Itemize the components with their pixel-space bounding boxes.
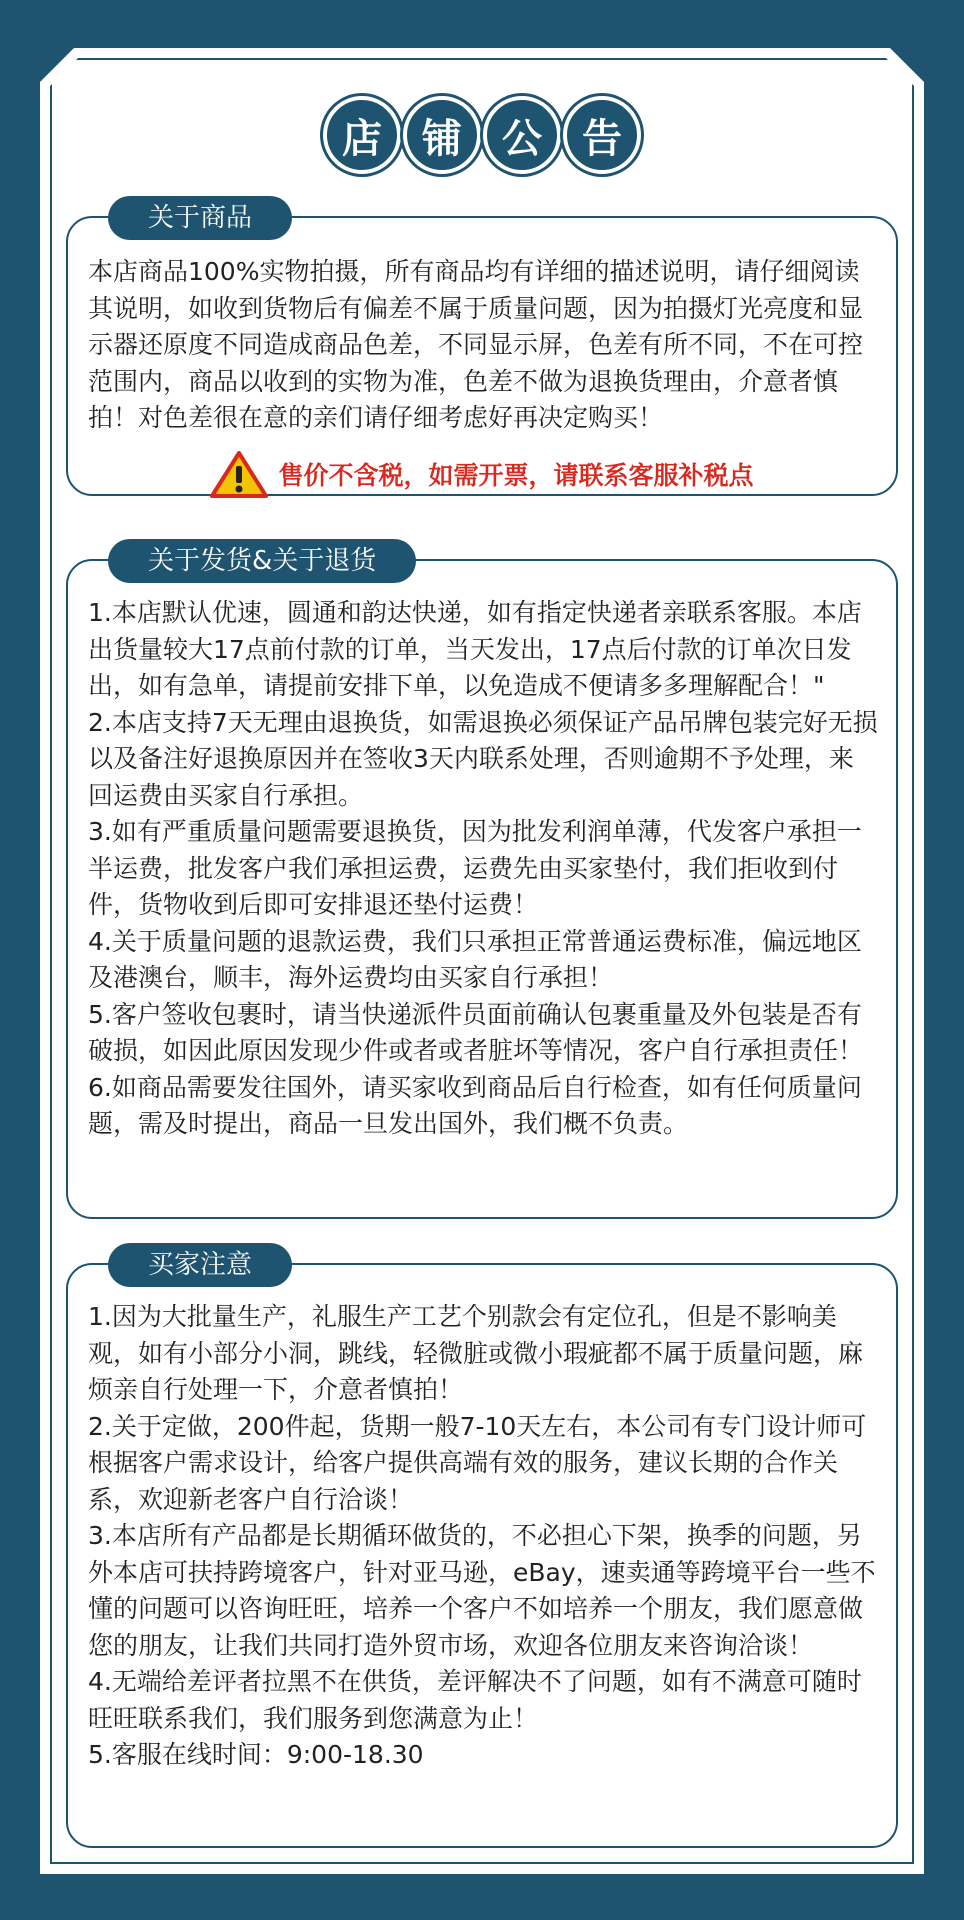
list-item: 3.本店所有产品都是长期循环做货的，不必担心下架，换季的问题，另外本店可扶持跨境客户，针对亚马逊，eBay，速卖通等跨境平台一些不懂的问题可以咨询旺旺，培养一个客户不如培养一个朋友，我们愿意做您的朋友，让我们共同打造外贸市场，欢迎各位朋友来咨询洽谈！: [88, 1521, 876, 1660]
list-item: 3.如有严重质量问题需要退换货，因为批发利润单薄，代发客户承担一半运费，批发客户我们承担运费，运费先由买家垫付，我们拒收到付件，货物收到后即可安排退还垫付运费！: [88, 817, 862, 919]
section-buyer-notice: [66, 1250, 898, 1848]
page-title: [0, 96, 964, 174]
section-text: [88, 1299, 878, 1774]
section-tab: 关于商品: [108, 196, 292, 240]
section-tab: 关于发货&关于退货: [108, 539, 416, 583]
list-item: 4.关于质量问题的退款运费，我们只承担正常普通运费标准，偏远地区及港澳台，顺丰，海外运费均由买家自行承担！: [88, 926, 862, 992]
title-char: 铺: [403, 96, 481, 174]
title-char: 店: [323, 96, 401, 174]
tax-warning: [68, 450, 896, 498]
list-item: 6.如商品需要发往国外，请买家收到商品后自行检查，如有任何质量问题，需及时提出，商品一旦发出国外，我们概不负责。: [88, 1072, 862, 1138]
section-tab: 买家注意: [108, 1243, 292, 1287]
title-char: 告: [563, 96, 641, 174]
warning-text: 售价不含税，如需开票，请联系客服补税点: [278, 461, 754, 490]
list-item: 5.客服在线时间：9:00-18.30: [88, 1740, 424, 1769]
list-item: 4.无端给差评者拉黑不在供货，差评解决不了问题，如有不满意可随时旺旺联系我们，我们服务到您满意为止！: [88, 1667, 862, 1733]
section-text: [88, 595, 878, 1143]
paragraph: 本店商品100%实物拍摄，所有商品均有详细的描述说明，请仔细阅读其说明，如收到货物后有偏差不属于质量问题，因为拍摄灯光亮度和显示器还原度不同造成商品色差，不同显示屏，色差有所不同，不在可控范围内，商品以收到的实物为准，色差不做为退换货理由，介意者慎拍！对色差很在意的亲们请仔细考虑好再决定购买！: [88, 257, 864, 432]
list-item: 1.因为大批量生产，礼服生产工艺个别款会有定位孔，但是不影响美观，如有小部分小洞，跳线，轻微脏或微小瑕疵都不属于质量问题，麻烦亲自行处理一下，介意者慎拍！: [88, 1302, 864, 1404]
list-item: 5.客户签收包裹时，请当快递派件员面前确认包裹重量及外包装是否有破损，如因此原因发现少件或者或者脏坏等情况，客户自行承担责任！: [88, 999, 864, 1065]
list-item: 1.本店默认优速，圆通和韵达快递，如有指定快递者亲联系客服。本店出货量较大17点前付款的订单，当天发出，17点后付款的订单次日发出，如有急单，请提前安排下单，以免造成不便请多多理解配合！": [88, 598, 862, 700]
list-item: 2.关于定做，200件起，货期一般7-10天左右，本公司有专门设计师可根据客户需求设计，给客户提供高端有效的服务，建议长期的合作关系，欢迎新老客户自行洽谈！: [88, 1411, 867, 1514]
section-shipping-returns: [66, 546, 898, 1219]
title-char: 公: [483, 96, 561, 174]
section-text: [88, 254, 878, 437]
warning-icon: [210, 450, 268, 498]
section-product: [66, 203, 898, 496]
list-item: 2.本店支持7天无理由退换货，如需退换必须保证产品吊牌包装完好无损以及备注好退换原因并在签收3天内联系处理，否则逾期不予处理，来回运费由买家自行承担。: [88, 707, 878, 810]
